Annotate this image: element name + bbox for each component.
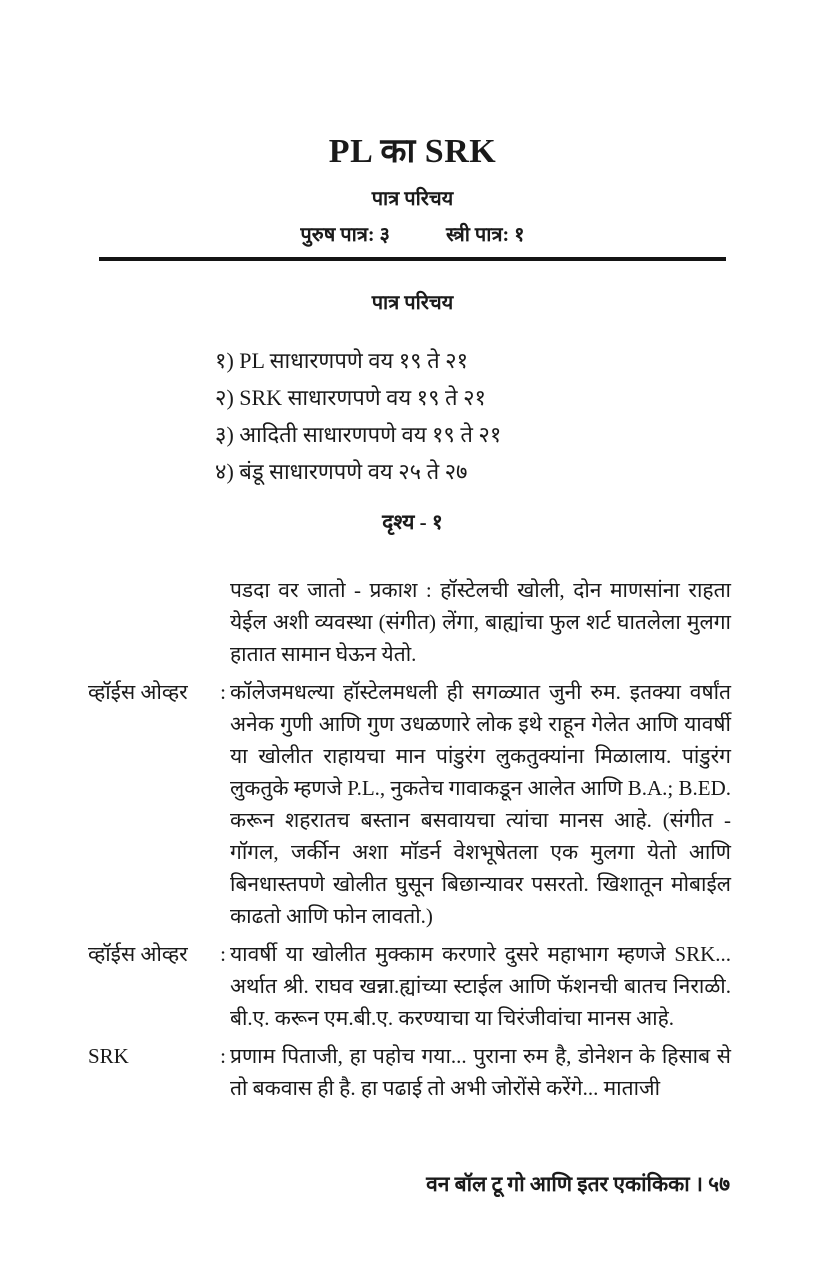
- cast-section-heading: पात्र परिचय: [371, 292, 454, 314]
- stage-direction-entry: [88, 574, 731, 670]
- cast-counts: [0, 220, 825, 247]
- speaker-separator: :: [220, 942, 226, 966]
- script-entry: [88, 938, 731, 1034]
- cast-list-item: ४) बंडू साधारणपणे वय २५ ते २७: [215, 459, 468, 484]
- page-title: PL का SRK: [328, 133, 497, 170]
- speaker-label: व्हॉईस ओव्हर: [88, 680, 188, 704]
- script-body: [88, 574, 731, 1110]
- speaker-separator: :: [220, 680, 226, 704]
- dialog-text: प्रणाम पिताजी, हा पहोच गया... पुराना रुम है, डोनेशन के हिसाब से तो बकवास ही है. हा पढाई तो अभी जोरोंसे करेंगे... माताजी: [230, 1044, 731, 1100]
- scene-heading: दृश्य - १: [382, 510, 443, 534]
- cast-list-item: २) SRK साधारणपणे वय १९ ते २१: [215, 385, 486, 410]
- script-entry: [88, 1040, 731, 1104]
- speaker-label: व्हॉईस ओव्हर: [88, 942, 188, 966]
- dialog-text: यावर्षी या खोलीत मुक्काम करणारे दुसरे महाभाग म्हणजे SRK... अर्थात श्री. राघव खन्ना.ह्यांच्या स्टाईल आणि फॅशनची बातच निराळी. बी.ए. करून एम.बी.ए. करण्याचा या चिरंजीवांचा मानस आहे.: [230, 942, 731, 1030]
- stage-direction: पडदा वर जातो - प्रकाश : हॉस्टेलची खोली, दोन माणसांना राहता येईल अशी व्यवस्था (संगीत) लेंगा, बाह्यांचा फुल शर्ट घातलेला मुलगा हातात सामान घेऊन येतो.: [230, 578, 731, 666]
- script-entry: [88, 676, 731, 932]
- page-footer: वन बॉल टू गो आणि इतर एकांकिका । ५७: [426, 1172, 730, 1196]
- male-cast-count: पुरुष पात्र: ३: [300, 224, 390, 246]
- speaker-separator: :: [220, 1044, 226, 1068]
- cast-list-item: ३) आदिती साधारणपणे वय १९ ते २१: [215, 422, 502, 447]
- stage-direction-indent: [88, 574, 216, 670]
- dialog-text: कॉलेजमधल्या हॉस्टेलमधली ही सगळ्यात जुनी रुम. इतक्या वर्षांत अनेक गुणी आणि गुण उधळणारे लोक इथे राहून गेलेत आणि यावर्षी या खोलीत राहायचा मान पांडुरंग लुकतुक्यांना मिळालाय. पांडुरंग लुकतुके म्हणजे P.L., नुकतेच गावाकडून आलेत आणि B.A.; B.ED. करून शहरातच बस्तान बसवायचा त्यांचा मानस आहे. (संगीत - गॉगल, जर्कीन अशा मॉडर्न वेशभूषेतला एक मुलगा येतो आणि बिनधास्तपणे खोलीत घुसून बिछान्यावर पसरतो. खिशातून मोबाईल काढतो आणि फोन लावतो.): [230, 680, 731, 928]
- female-cast-count: स्त्री पात्र: १: [445, 224, 525, 246]
- cast-list-item: १) PL साधारणपणे वय १९ ते २१: [215, 348, 469, 373]
- speaker-label: SRK: [88, 1044, 129, 1068]
- cast-list: [215, 342, 501, 490]
- divider-rule: [99, 257, 726, 261]
- cast-intro-heading: पात्र परिचय: [371, 188, 454, 210]
